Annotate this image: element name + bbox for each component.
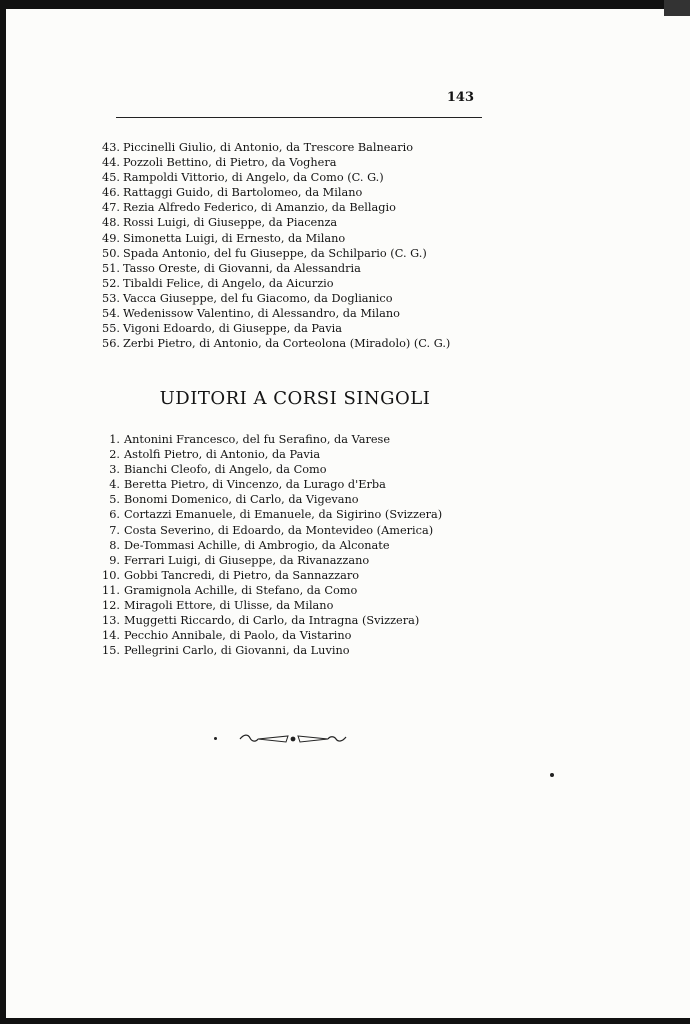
list-item (0, 568, 690, 583)
item-number: 6. (109, 508, 120, 522)
item-number: 48. (102, 216, 120, 230)
item-text: Pellegrini Carlo, di Giovanni, da Luvino (124, 644, 350, 658)
item-number: 5. (109, 493, 120, 507)
item-number: 1. (109, 433, 120, 446)
list-item (0, 276, 690, 291)
list-item (0, 215, 690, 230)
list-item (0, 321, 690, 336)
item-text: Costa Severino, di Edoardo, da Montevideo (America) (124, 523, 434, 537)
item-text: Zerbi Pietro, di Antonio, da Corteolona (Miradolo) (C. G.) (123, 337, 451, 351)
item-number: 45. (102, 171, 120, 185)
item-number: 3. (109, 463, 120, 477)
item-number: 47. (102, 201, 120, 215)
list-item (0, 523, 690, 538)
item-number: 12. (102, 599, 120, 613)
item-number: 11. (102, 583, 120, 597)
item-number: 53. (102, 291, 120, 305)
item-number: 8. (109, 538, 120, 552)
page-number: 143 (446, 90, 474, 105)
item-text: Wedenissow Valentino, di Alessandro, da Milano (123, 307, 400, 321)
item-text: De-Tommasi Achille, di Ambrogio, da Alconate (124, 538, 390, 552)
item-number: 52. (102, 276, 120, 290)
item-text: Rattaggi Guido, di Bartolomeo, da Milano (123, 186, 363, 200)
item-text: Gramignola Achille, di Stefano, da Como (124, 583, 358, 597)
list-item (0, 507, 690, 522)
item-text: Beretta Pietro, di Vincenzo, da Lurago d'Erba (124, 478, 386, 492)
item-text: Vigoni Edoardo, di Giuseppe, da Pavia (123, 322, 342, 336)
list-item (0, 432, 690, 447)
item-number: 9. (109, 553, 120, 567)
item-text: Pozzoli Bettino, di Pietro, da Voghera (123, 156, 337, 170)
item-text: Rezia Alfredo Federico, di Amanzio, da Bellagio (123, 201, 396, 215)
section-title: UDITORI A CORSI SINGOLI (159, 388, 431, 409)
scan-border-top (0, 0, 690, 9)
list-item (0, 477, 690, 492)
item-number: 50. (102, 246, 120, 260)
auditors-list (0, 432, 690, 658)
item-text: Bonomi Domenico, di Carlo, da Vigevano (124, 493, 359, 507)
item-number: 4. (109, 478, 120, 492)
item-text: Spada Antonio, del fu Giuseppe, da Schilpario (C. G.) (123, 246, 427, 260)
item-text: Muggetti Riccardo, di Carlo, da Intragna (Svizzera) (124, 614, 420, 628)
item-number: 13. (102, 614, 120, 628)
list-item (0, 492, 690, 507)
list-item (0, 613, 690, 628)
item-text: Vacca Giuseppe, del fu Giacomo, da Doglianico (123, 291, 393, 305)
item-number: 15. (102, 644, 120, 658)
item-number: 43. (102, 141, 120, 154)
item-text: Tasso Oreste, di Giovanni, da Alessandria (123, 261, 361, 275)
item-text: Rossi Luigi, di Giuseppe, da Piacenza (123, 216, 338, 230)
list-item (0, 246, 690, 261)
fleuron-divider-icon (238, 732, 348, 746)
list-item (0, 628, 690, 643)
item-text: Gobbi Tancredi, di Pietro, da Sannazzaro (124, 568, 360, 582)
ink-speck (550, 773, 554, 777)
item-text: Tibaldi Felice, di Angelo, da Aicurzio (123, 276, 334, 290)
item-text: Cortazzi Emanuele, di Emanuele, da Sigirino (Svizzera) (124, 508, 443, 522)
header-rule (116, 117, 482, 118)
item-text: Ferrari Luigi, di Giuseppe, da Rivanazzano (124, 553, 370, 567)
list-item (0, 643, 690, 658)
item-number: 46. (102, 186, 120, 200)
list-item (0, 336, 690, 351)
list-item (0, 291, 690, 306)
list-item (0, 261, 690, 276)
students-list (0, 140, 690, 351)
list-item (0, 140, 690, 155)
item-number: 2. (109, 448, 120, 462)
item-text: Piccinelli Giulio, di Antonio, da Trescore Balneario (123, 141, 414, 154)
ink-speck (214, 737, 217, 740)
list-item (0, 462, 690, 477)
item-number: 55. (102, 322, 120, 336)
item-number: 51. (102, 261, 120, 275)
item-text: Rampoldi Vittorio, di Angelo, da Como (C. G.) (123, 171, 384, 185)
list-item (0, 583, 690, 598)
item-number: 14. (102, 629, 120, 643)
list-item (0, 200, 690, 215)
item-number: 10. (102, 568, 120, 582)
item-text: Simonetta Luigi, di Ernesto, da Milano (123, 231, 346, 245)
list-item (0, 185, 690, 200)
item-number: 56. (102, 337, 120, 351)
list-item (0, 553, 690, 568)
item-text: Miragoli Ettore, di Ulisse, da Milano (124, 599, 334, 613)
scan-corner-mark (664, 0, 690, 16)
item-text: Antonini Francesco, del fu Serafino, da Varese (124, 433, 391, 446)
list-item (0, 170, 690, 185)
list-item (0, 598, 690, 613)
item-number: 54. (102, 307, 120, 321)
scan-border-bottom (0, 1018, 690, 1024)
list-item (0, 231, 690, 246)
item-number: 7. (109, 523, 120, 537)
list-item (0, 447, 690, 462)
list-item (0, 538, 690, 553)
item-text: Pecchio Annibale, di Paolo, da Vistarino (124, 629, 352, 643)
list-item (0, 306, 690, 321)
item-text: Bianchi Cleofo, di Angelo, da Como (124, 463, 327, 477)
list-item (0, 155, 690, 170)
item-number: 44. (102, 156, 120, 170)
item-number: 49. (102, 231, 120, 245)
item-text: Astolfi Pietro, di Antonio, da Pavia (124, 448, 321, 462)
